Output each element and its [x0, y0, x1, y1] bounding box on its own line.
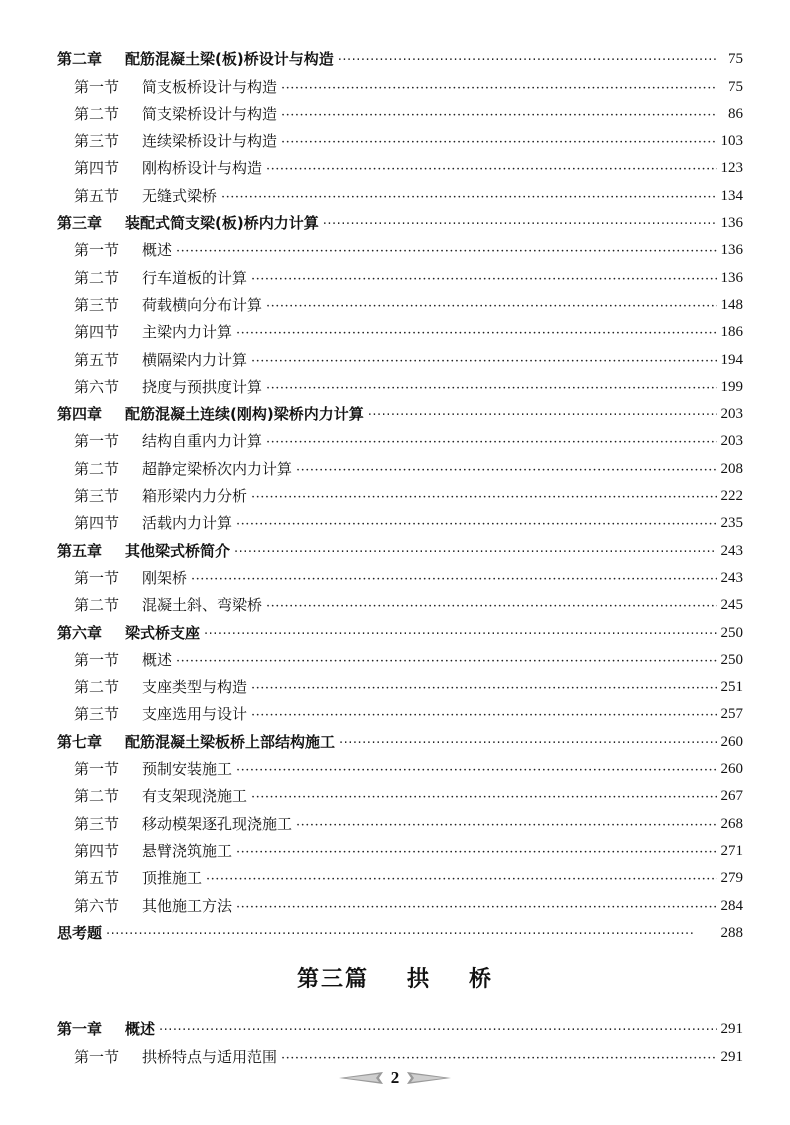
section-number: 第一节: [74, 432, 120, 451]
section-title: 横隔梁内力计算: [142, 350, 248, 369]
page-ref: 194: [720, 351, 743, 368]
toc-section-row: [57, 559, 743, 586]
page-ref: 86: [728, 105, 743, 122]
chapter-number: 第六章: [57, 623, 103, 642]
dot-leader: [323, 216, 717, 231]
dot-leader: [251, 707, 716, 722]
table-of-contents: [57, 40, 743, 941]
chapter-title: 梁式桥支座: [125, 623, 201, 642]
toc-chapter-row: [57, 613, 743, 640]
page-ref: 136: [720, 242, 743, 259]
section-number: 第一节: [74, 77, 120, 96]
section-number: 第五节: [74, 350, 120, 369]
toc-section-row: [57, 340, 743, 367]
chapter-number: 第七章: [57, 732, 103, 751]
toc-section-row: [57, 886, 743, 913]
page-ref: 245: [720, 597, 743, 614]
page-ref: 103: [720, 133, 743, 150]
section-title: 移动模架逐孔现浇施工: [142, 814, 293, 833]
dot-leader: [266, 598, 716, 613]
toc-section-row: [57, 832, 743, 859]
page-ref: 251: [720, 679, 743, 696]
chapter-number: 第四章: [57, 405, 103, 424]
section-number: 第一节: [74, 1047, 120, 1066]
toc-chapter-row: [57, 1010, 743, 1037]
section-title: 拱桥特点与适用范围: [142, 1047, 278, 1066]
page-ref: 134: [720, 187, 743, 204]
section-title: 顶推施工: [142, 869, 203, 888]
dot-leader: [281, 1050, 716, 1065]
section-number: 第四节: [74, 159, 120, 178]
section-number: 第二节: [74, 459, 120, 478]
page-ref: 284: [720, 897, 743, 914]
part-heading: [0, 962, 790, 993]
section-number: 第二节: [74, 104, 120, 123]
toc-chapter-row: [57, 204, 743, 231]
dot-leader: [176, 243, 716, 258]
toc-section-row: [57, 368, 743, 395]
section-number: 第二节: [74, 596, 120, 615]
toc-section-row: [57, 859, 743, 886]
page-ref: 243: [720, 569, 743, 586]
page-ref: 199: [720, 378, 743, 395]
chapter-number: 第三章: [57, 214, 103, 233]
toc-section-row: [57, 176, 743, 203]
toc-chapter-row: [57, 395, 743, 422]
section-title: 混凝土斜、弯梁桥: [142, 596, 263, 615]
section-title: 主梁内力计算: [142, 323, 233, 342]
page-ref: 250: [720, 624, 743, 641]
section-number: 第二节: [74, 678, 120, 697]
table-of-contents-continued: [57, 1010, 743, 1065]
part-number: 第三篇: [296, 967, 369, 992]
page-ref: 291: [720, 1048, 743, 1065]
dot-leader: [236, 762, 716, 777]
section-number: 第一节: [74, 568, 120, 587]
toc-section-row: [57, 422, 743, 449]
toc-section-row: [57, 258, 743, 285]
toc-section-row: [57, 641, 743, 668]
page-ref: 268: [720, 815, 743, 832]
page-ref: 208: [720, 460, 743, 477]
section-number: 第五节: [74, 186, 120, 205]
dot-leader: [368, 407, 717, 422]
section-number: 第四节: [74, 514, 120, 533]
toc-chapter-row: [57, 531, 743, 558]
right-ornament-icon: [407, 1071, 451, 1085]
section-number: 第四节: [74, 323, 120, 342]
section-number: 第五节: [74, 869, 120, 888]
toc-section-row: [57, 149, 743, 176]
section-number: 第三节: [74, 705, 120, 724]
section-title: 行车道板的计算: [142, 268, 248, 287]
chapter-title: 思考题: [57, 923, 103, 942]
page-ref: 243: [720, 542, 743, 559]
section-title: 简支板桥设计与构造: [142, 77, 278, 96]
toc-section-row: [57, 231, 743, 258]
dot-leader: [281, 107, 717, 122]
toc-section-row: [57, 750, 743, 777]
dot-leader: [234, 544, 716, 559]
toc-section-row: [57, 1037, 743, 1064]
section-title: 预制安装施工: [142, 760, 233, 779]
toc-section-row: [57, 67, 743, 94]
page-ref: 250: [720, 651, 743, 668]
section-number: 第一节: [74, 760, 120, 779]
dot-leader: [296, 462, 716, 477]
section-number: 第二节: [74, 787, 120, 806]
chapter-title: 配筋混凝土梁(板)桥设计与构造: [125, 50, 334, 69]
toc-section-row: [57, 477, 743, 504]
chapter-title: 其他梁式桥简介: [125, 541, 231, 560]
dot-leader: [281, 134, 716, 149]
dot-leader: [221, 189, 716, 204]
section-title: 连续梁桥设计与构造: [142, 132, 278, 151]
toc-section-row: [57, 504, 743, 531]
section-title: 刚构桥设计与构造: [142, 159, 263, 178]
toc-section-row: [57, 122, 743, 149]
section-title: 概述: [142, 650, 173, 669]
page-ref: 257: [720, 706, 743, 723]
section-number: 第四节: [74, 841, 120, 860]
page-ref: 222: [720, 488, 743, 505]
chapter-number: 第一章: [57, 1020, 103, 1039]
part-title-char-1: 拱: [406, 967, 431, 992]
section-title: 箱形梁内力分析: [142, 487, 248, 506]
section-title: 活载内力计算: [142, 514, 233, 533]
chapter-number: 第二章: [57, 50, 103, 69]
section-number: 第三节: [74, 295, 120, 314]
chapter-title: 概述: [125, 1020, 156, 1039]
section-title: 简支梁桥设计与构造: [142, 104, 278, 123]
page-ref: 203: [720, 433, 743, 450]
toc-section-row: [57, 95, 743, 122]
chapter-title: 配筋混凝土连续(刚构)梁桥内力计算: [125, 405, 364, 424]
toc-section-row: [57, 313, 743, 340]
section-number: 第一节: [74, 650, 120, 669]
toc-chapter-row: [57, 40, 743, 67]
dot-leader: [338, 52, 717, 67]
page-ref: 136: [720, 269, 743, 286]
dot-leader: [236, 516, 716, 531]
page-ref: 186: [720, 324, 743, 341]
dot-leader: [236, 325, 716, 340]
dot-leader: [206, 871, 716, 886]
dot-leader: [281, 80, 717, 95]
section-title: 支座类型与构造: [142, 678, 248, 697]
page-ref: 271: [720, 842, 743, 859]
dot-leader: [251, 271, 716, 286]
chapter-title: 装配式简支梁(板)桥内力计算: [125, 214, 319, 233]
dot-leader: [204, 626, 716, 641]
dot-leader: [176, 653, 716, 668]
section-title: 刚架桥: [142, 568, 188, 587]
section-number: 第二节: [74, 268, 120, 287]
section-title: 其他施工方法: [142, 896, 233, 915]
dot-leader: [251, 789, 716, 804]
section-title: 挠度与预拱度计算: [142, 377, 263, 396]
section-title: 荷载横向分布计算: [142, 295, 263, 314]
section-number: 第一节: [74, 241, 120, 260]
section-number: 第三节: [74, 814, 120, 833]
dot-leader: [236, 899, 716, 914]
dot-leader: [339, 735, 716, 750]
page-ref: 260: [720, 761, 743, 778]
dot-leader: [106, 926, 716, 941]
toc-section-row: [57, 286, 743, 313]
page-ref: 267: [720, 788, 743, 805]
dot-leader: [159, 1022, 716, 1037]
toc-section-row: [57, 449, 743, 476]
section-number: 第六节: [74, 377, 120, 396]
section-title: 概述: [142, 241, 173, 260]
page-ref: 148: [720, 296, 743, 313]
page-ref: 279: [720, 870, 743, 887]
page-ref: 235: [720, 515, 743, 532]
dot-leader: [296, 817, 716, 832]
dot-leader: [236, 844, 716, 859]
dot-leader: [191, 571, 716, 586]
toc-section-row: [57, 668, 743, 695]
dot-leader: [266, 298, 716, 313]
toc-section-row: [57, 695, 743, 722]
page-ref: 288: [720, 924, 743, 941]
section-title: 超静定梁桥次内力计算: [142, 459, 293, 478]
dot-leader: [266, 161, 716, 176]
toc-chapter-row: [57, 914, 743, 941]
page-footer: [0, 1068, 790, 1088]
section-title: 有支架现浇施工: [142, 787, 248, 806]
page-ref: 136: [720, 215, 743, 232]
section-title: 悬臂浇筑施工: [142, 841, 233, 860]
dot-leader: [251, 680, 716, 695]
section-title: 支座选用与设计: [142, 705, 248, 724]
dot-leader: [266, 380, 716, 395]
toc-chapter-row: [57, 722, 743, 749]
dot-leader: [251, 489, 716, 504]
toc-section-row: [57, 777, 743, 804]
page-ref: 291: [720, 1021, 743, 1038]
section-title: 结构自重内力计算: [142, 432, 263, 451]
section-title: 无缝式梁桥: [142, 186, 218, 205]
page-ref: 75: [728, 78, 743, 95]
part-title-char-2: 桥: [469, 967, 494, 992]
page-ref: 75: [728, 51, 743, 68]
page-ref: 203: [720, 406, 743, 423]
page-ref: 260: [720, 733, 743, 750]
section-number: 第六节: [74, 896, 120, 915]
dot-leader: [251, 353, 716, 368]
dot-leader: [266, 434, 716, 449]
section-number: 第三节: [74, 487, 120, 506]
page-number: 2: [390, 1068, 400, 1087]
toc-section-row: [57, 804, 743, 831]
toc-section-row: [57, 586, 743, 613]
page-ref: 123: [720, 160, 743, 177]
section-number: 第三节: [74, 132, 120, 151]
chapter-title: 配筋混凝土梁板桥上部结构施工: [125, 732, 336, 751]
chapter-number: 第五章: [57, 541, 103, 560]
left-ornament-icon: [339, 1071, 383, 1085]
